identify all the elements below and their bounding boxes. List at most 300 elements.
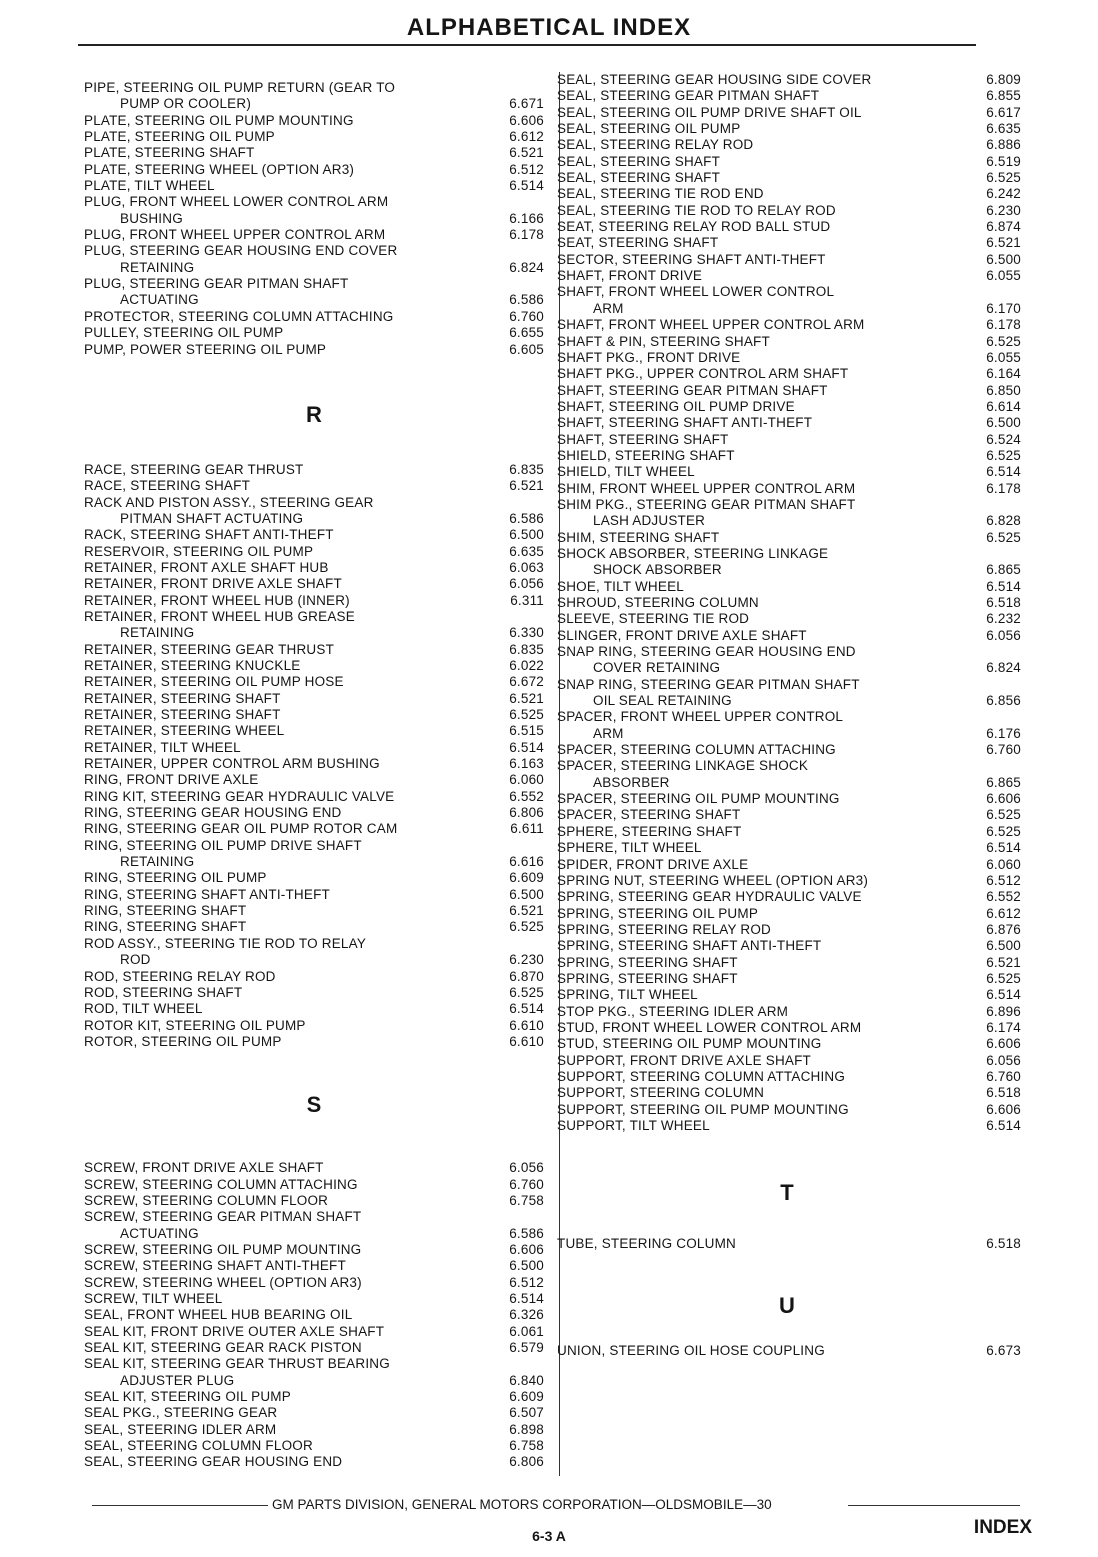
index-entry [84, 756, 544, 772]
entry-page-ref: 6.552 [986, 889, 1021, 905]
entry-continuation: PITMAN SHAFT ACTUATING [120, 510, 304, 526]
entry-page-ref: 6.760 [509, 308, 544, 324]
entry-text [84, 194, 454, 227]
entry-text [557, 415, 941, 431]
index-entry [557, 399, 1021, 415]
index-entry [557, 464, 1021, 480]
entry-text [84, 691, 454, 707]
index-entry [557, 1053, 1021, 1069]
entry-text [84, 576, 454, 592]
entry-text [557, 987, 941, 1003]
entry-label: PLATE, TILT WHEEL [84, 178, 215, 194]
entry-page-ref: 6.055 [986, 268, 1021, 284]
entry-page-ref: 6.512 [509, 161, 544, 177]
entry-label: RING, STEERING OIL PUMP DRIVE SHAFT [84, 837, 362, 853]
entry-text [557, 350, 941, 366]
entry-continuation: COVER RETAINING [593, 660, 721, 676]
entry-label: RACK AND PISTON ASSY., STEERING GEAR [84, 494, 374, 510]
entry-page-ref: 6.056 [986, 1052, 1021, 1068]
entry-text [84, 1340, 454, 1356]
entry-text [84, 1422, 454, 1438]
entry-label: SHIELD, STEERING SHAFT [557, 447, 735, 463]
index-entry [84, 576, 544, 592]
entry-page-ref: 6.512 [509, 1274, 544, 1290]
entry-label: RETAINER, STEERING SHAFT [84, 690, 281, 706]
entry-label: SUPPORT, STEERING COLUMN ATTACHING [557, 1068, 846, 1084]
entry-label: SCREW, FRONT DRIVE AXLE SHAFT [84, 1160, 324, 1176]
entry-page-ref: 6.850 [986, 382, 1021, 398]
entry-text [557, 235, 941, 251]
entry-label: RETAINER, STEERING GEAR THRUST [84, 641, 335, 657]
entry-label: SHROUD, STEERING COLUMN [557, 595, 759, 610]
entry-page-ref: 6.514 [986, 464, 1021, 480]
entry-page-ref: 6.514 [509, 178, 544, 194]
entry-label: SECTOR, STEERING SHAFT ANTI-THEFT [557, 251, 826, 267]
entry-page-ref: 6.605 [509, 341, 544, 357]
entry-page-ref: 6.876 [986, 921, 1021, 937]
entry-label: STOP PKG., STEERING IDLER ARM [557, 1003, 789, 1019]
entry-label: SEAL, STEERING SHAFT [557, 153, 721, 169]
entry-page-ref: 6.521 [509, 478, 544, 494]
entry-label: SHAFT, STEERING SHAFT ANTI-THEFT [557, 415, 813, 431]
entry-text [84, 969, 454, 985]
entry-label: ROTOR KIT, STEERING OIL PUMP [84, 1017, 306, 1033]
entry-label: UNION, STEERING OIL HOSE COUPLING [557, 1342, 825, 1358]
index-entry [557, 709, 1021, 742]
entry-page-ref: 6.896 [986, 1003, 1021, 1019]
entry-page-ref: 6.865 [986, 562, 1021, 578]
index-entry [557, 415, 1021, 431]
entry-text [557, 758, 941, 791]
entry-text [557, 186, 941, 202]
entry-text [557, 383, 941, 399]
entry-page-ref: 6.518 [986, 595, 1021, 610]
index-entry [84, 1193, 544, 1209]
index-entry [84, 674, 544, 690]
entry-label: SHAFT, STEERING OIL PUMP DRIVE [557, 398, 795, 414]
entry-label: RETAINER, STEERING SHAFT [84, 707, 281, 722]
entry-page-ref: 6.178 [509, 227, 544, 243]
entry-text [84, 1209, 454, 1242]
entry-label: SEAL, STEERING RELAY ROD [557, 137, 754, 153]
entry-page-ref: 6.326 [509, 1307, 544, 1323]
index-entry [557, 955, 1021, 971]
entry-page-ref: 6.178 [986, 480, 1021, 496]
index-entry [557, 1236, 1021, 1252]
entry-text [84, 113, 454, 129]
index-column-right [557, 72, 1021, 1359]
entry-page-ref: 6.886 [986, 137, 1021, 153]
entry-text [557, 203, 941, 219]
entry-page-ref: 6.806 [509, 1454, 544, 1470]
entry-continuation: ABSORBER [593, 774, 670, 790]
index-entry [84, 642, 544, 658]
entry-page-ref: 6.606 [509, 112, 544, 128]
index-entry [84, 1438, 544, 1454]
entry-label: RING, STEERING SHAFT ANTI-THEFT [84, 886, 330, 902]
section-spacer [84, 432, 544, 462]
entry-text [557, 154, 941, 170]
entry-text [84, 936, 454, 969]
entry-text [84, 560, 454, 576]
index-entry [84, 870, 544, 886]
entry-text [84, 1258, 454, 1274]
index-entry [84, 1356, 544, 1389]
entry-text [557, 72, 941, 88]
entry-continuation: PUMP OR COOLER) [120, 96, 252, 112]
index-entry [84, 887, 544, 903]
section-spacer [557, 1253, 1021, 1289]
index-entry [84, 1454, 544, 1470]
index-entry [84, 1389, 544, 1405]
entry-page-ref: 6.500 [509, 527, 544, 543]
entry-text [84, 821, 454, 837]
entry-text [557, 938, 941, 954]
entry-label: SHIM, FRONT WHEEL UPPER CONTROL ARM [557, 480, 856, 496]
entry-page-ref: 6.063 [509, 559, 544, 575]
section-letter: R [306, 401, 322, 427]
entry-label: RACE, STEERING SHAFT [84, 478, 251, 494]
entry-page-ref: 6.610 [509, 1017, 544, 1033]
entry-label: RING, STEERING GEAR OIL PUMP ROTOR CAM [84, 821, 398, 837]
entry-label: SPRING, STEERING RELAY ROD [557, 921, 771, 937]
index-entry [84, 129, 544, 145]
index-entry [84, 1018, 544, 1034]
entry-text [84, 1356, 454, 1389]
index-entry [557, 611, 1021, 627]
entry-text [557, 1004, 941, 1020]
entry-page-ref: 6.865 [986, 774, 1021, 790]
entry-continuation: RETAINING [120, 854, 195, 870]
entry-page-ref: 6.606 [986, 1101, 1021, 1117]
entry-page-ref: 6.552 [509, 788, 544, 804]
entry-label: SPRING, STEERING GEAR HYDRAULIC VALVE [557, 889, 862, 905]
index-entry [557, 677, 1021, 710]
entry-page-ref: 6.521 [986, 954, 1021, 970]
entry-label: SHAFT, STEERING GEAR PITMAN SHAFT [557, 382, 828, 398]
entry-page-ref: 6.514 [509, 739, 544, 755]
entry-label: SHIM PKG., STEERING GEAR PITMAN SHAFT [557, 496, 856, 512]
index-entry [84, 1307, 544, 1323]
entry-label: SPRING NUT, STEERING WHEEL (OPTION AR3) [557, 872, 869, 888]
entry-page-ref: 6.606 [986, 1036, 1021, 1052]
entry-text [84, 772, 454, 788]
index-entry [557, 1004, 1021, 1020]
entry-label: SPACER, STEERING SHAFT [557, 807, 741, 823]
entry-page-ref: 6.174 [986, 1019, 1021, 1035]
entry-continuation: ADJUSTER PLUG [120, 1372, 235, 1388]
entry-text [557, 742, 941, 758]
entry-page-ref: 6.514 [986, 987, 1021, 1003]
entry-label: SPACER, STEERING COLUMN ATTACHING [557, 742, 836, 758]
entry-label: SEAL KIT, STEERING OIL PUMP [84, 1389, 291, 1405]
entry-text [84, 609, 454, 642]
index-entry [84, 691, 544, 707]
entry-label: SEAT, STEERING SHAFT [557, 235, 719, 251]
entry-text [84, 243, 454, 276]
entry-text [84, 1291, 454, 1307]
index-entry [84, 462, 544, 478]
index-entry [84, 919, 544, 935]
entry-page-ref: 6.512 [986, 872, 1021, 888]
index-entry [84, 1275, 544, 1291]
entry-text [557, 1020, 941, 1036]
page-title: ALPHABETICAL INDEX [406, 14, 692, 41]
index-entry [557, 203, 1021, 219]
entry-label: SEAL, STEERING TIE ROD TO RELAY ROD [557, 202, 836, 218]
entry-continuation: RETAINING [120, 259, 195, 275]
entry-page-ref: 6.856 [986, 693, 1021, 709]
entry-page-ref: 6.507 [509, 1405, 544, 1421]
entry-label: SNAP RING, STEERING GEAR HOUSING END [557, 644, 856, 660]
entry-label: SEAL, STEERING IDLER ARM [84, 1421, 277, 1437]
entry-text [84, 985, 454, 1001]
section-spacer [84, 1122, 544, 1160]
entry-text [84, 887, 454, 903]
entry-text [557, 889, 941, 905]
entry-label: PLUG, FRONT WHEEL UPPER CONTROL ARM [84, 227, 386, 243]
entry-label: RING, STEERING SHAFT [84, 903, 247, 919]
index-entry [557, 1102, 1021, 1118]
entry-label: SEAL KIT, STEERING GEAR RACK PISTON [84, 1340, 362, 1355]
index-entry [557, 579, 1021, 595]
entry-continuation: ACTUATING [120, 292, 199, 308]
index-entry [84, 342, 544, 358]
entry-label: SPHERE, STEERING SHAFT [557, 823, 742, 839]
entry-label: SEAL, STEERING TIE ROD END [557, 186, 764, 202]
entry-text [557, 284, 941, 317]
entry-page-ref: 6.060 [986, 856, 1021, 872]
entry-page-ref: 6.500 [986, 251, 1021, 267]
entry-page-ref: 6.242 [986, 186, 1021, 202]
entry-text [84, 658, 454, 674]
entry-page-ref: 6.525 [986, 333, 1021, 349]
entry-text [557, 105, 941, 121]
entry-page-ref: 6.500 [986, 415, 1021, 431]
entry-text [84, 145, 454, 161]
entry-page-ref: 6.514 [986, 840, 1021, 856]
entry-text [84, 903, 454, 919]
entry-text [557, 121, 941, 137]
entry-label: RETAINER, FRONT AXLE SHAFT HUB [84, 559, 329, 575]
index-entry [84, 276, 544, 309]
entry-page-ref: 6.835 [509, 461, 544, 477]
index-entry [84, 325, 544, 341]
index-entry [84, 805, 544, 821]
entry-label: SHIELD, TILT WHEEL [557, 464, 695, 480]
index-entry [557, 595, 1021, 611]
entry-page-ref: 6.828 [986, 513, 1021, 529]
entry-page-ref: 6.579 [509, 1340, 544, 1355]
entry-page-ref: 6.524 [986, 431, 1021, 447]
footer-rule-left [92, 1505, 268, 1506]
entry-label: SPRING, STEERING OIL PUMP [557, 905, 759, 921]
index-entry [557, 88, 1021, 104]
entry-page-ref: 6.824 [509, 259, 544, 275]
index-entry [557, 350, 1021, 366]
index-entry [557, 1085, 1021, 1101]
index-entry [557, 546, 1021, 579]
entry-page-ref: 6.525 [986, 529, 1021, 545]
entry-label: SHAFT, FRONT WHEEL LOWER CONTROL [557, 284, 835, 300]
entry-text [84, 162, 454, 178]
entry-text [84, 309, 454, 325]
index-entry [557, 1118, 1021, 1134]
index-entry [84, 969, 544, 985]
entry-continuation: SHOCK ABSORBER [593, 562, 722, 578]
entry-label: SPRING, TILT WHEEL [557, 987, 698, 1003]
entry-page-ref: 6.612 [509, 129, 544, 145]
index-entry [557, 448, 1021, 464]
entry-text [84, 593, 454, 609]
entry-text [557, 481, 941, 497]
index-entry [84, 1209, 544, 1242]
index-entry [557, 121, 1021, 137]
entry-page-ref: 6.835 [509, 641, 544, 657]
entry-label: PIPE, STEERING OIL PUMP RETURN (GEAR TO [84, 80, 396, 95]
entry-label: SPRING, STEERING SHAFT [557, 970, 738, 986]
title-rule [78, 44, 976, 46]
entry-text [557, 546, 941, 579]
entry-label: SUPPORT, STEERING COLUMN [557, 1085, 765, 1101]
entry-page-ref: 6.163 [509, 756, 544, 772]
entry-text [557, 366, 941, 382]
entry-page-ref: 6.586 [509, 1225, 544, 1241]
entry-label: SLEEVE, STEERING TIE ROD [557, 611, 750, 627]
index-entry [84, 1160, 544, 1176]
entry-page-ref: 6.758 [509, 1438, 544, 1454]
entry-label: PLATE, STEERING SHAFT [84, 145, 255, 161]
index-entry [84, 560, 544, 576]
entry-text [557, 1036, 941, 1052]
entry-text [84, 462, 454, 478]
entry-page-ref: 6.518 [986, 1085, 1021, 1101]
index-entry [557, 252, 1021, 268]
entry-page-ref: 6.874 [986, 219, 1021, 235]
entry-continuation: OIL SEAL RETAINING [593, 693, 732, 709]
entry-page-ref: 6.612 [986, 905, 1021, 921]
index-entry [557, 840, 1021, 856]
entry-label: SEAT, STEERING RELAY ROD BALL STUD [557, 219, 831, 235]
index-entry [557, 824, 1021, 840]
index-entry [84, 821, 544, 837]
index-entry [557, 873, 1021, 889]
entry-page-ref: 6.178 [986, 317, 1021, 333]
index-entry [84, 740, 544, 756]
entry-label: SHAFT, FRONT WHEEL UPPER CONTROL ARM [557, 317, 865, 333]
index-entry [557, 186, 1021, 202]
index-entry [557, 284, 1021, 317]
entry-page-ref: 6.870 [509, 968, 544, 984]
entry-text [84, 642, 454, 658]
section-spacer [557, 1134, 1021, 1176]
index-entry [557, 807, 1021, 823]
entry-label: PLUG, FRONT WHEEL LOWER CONTROL ARM [84, 194, 389, 210]
entry-text [84, 870, 454, 886]
entry-page-ref: 6.164 [986, 366, 1021, 382]
entry-label: SUPPORT, TILT WHEEL [557, 1118, 710, 1133]
entry-page-ref: 6.170 [986, 300, 1021, 316]
entry-label: RACK, STEERING SHAFT ANTI-THEFT [84, 527, 334, 543]
entry-text [84, 1307, 454, 1323]
entry-text [84, 707, 454, 723]
index-entry [84, 1340, 544, 1356]
entry-text [84, 227, 454, 243]
entry-page-ref: 6.655 [509, 325, 544, 341]
entry-page-ref: 6.055 [986, 349, 1021, 365]
entry-text [84, 1405, 454, 1421]
entry-text [557, 317, 941, 333]
entry-page-ref: 6.586 [509, 510, 544, 526]
entry-text [557, 579, 941, 595]
entry-page-ref: 6.617 [986, 104, 1021, 120]
index-entry [84, 145, 544, 161]
entry-text [557, 334, 941, 350]
entry-text [84, 1324, 454, 1340]
section-letter: S [306, 1092, 322, 1118]
index-entry [557, 154, 1021, 170]
entry-page-ref: 6.525 [986, 807, 1021, 823]
entry-page-ref: 6.311 [510, 592, 544, 608]
index-entry [557, 497, 1021, 530]
index-entry [84, 903, 544, 919]
entry-label: SEAL, STEERING GEAR HOUSING SIDE COVER [557, 72, 872, 87]
index-entry [84, 309, 544, 325]
entry-text [557, 170, 941, 186]
index-entry [84, 1258, 544, 1274]
entry-text [84, 919, 454, 935]
entry-text [557, 464, 941, 480]
entry-page-ref: 6.586 [509, 292, 544, 308]
section-letter: T [780, 1180, 794, 1206]
index-entry [557, 137, 1021, 153]
entry-text [84, 178, 454, 194]
entry-label: PUMP, POWER STEERING OIL PUMP [84, 341, 327, 357]
entry-text [84, 80, 454, 113]
entry-label: SEAL, FRONT WHEEL HUB BEARING OIL [84, 1307, 353, 1323]
entry-label: SCREW, STEERING OIL PUMP MOUNTING [84, 1241, 362, 1257]
entry-text [557, 791, 941, 807]
entry-continuation: LASH ADJUSTER [593, 513, 706, 529]
index-entry [84, 838, 544, 871]
entry-text [557, 595, 941, 611]
index-entry [84, 178, 544, 194]
entry-label: PROTECTOR, STEERING COLUMN ATTACHING [84, 308, 394, 324]
index-entry [84, 1177, 544, 1193]
entry-label: SPHERE, TILT WHEEL [557, 840, 702, 856]
index-entry [557, 219, 1021, 235]
entry-label: SHAFT PKG., UPPER CONTROL ARM SHAFT [557, 366, 849, 382]
entry-label: SPRING, STEERING SHAFT ANTI-THEFT [557, 938, 822, 954]
footer-rule-right [848, 1505, 1020, 1506]
entry-page-ref: 6.840 [509, 1372, 544, 1388]
entry-label: SCREW, STEERING SHAFT ANTI-THEFT [84, 1258, 346, 1274]
entry-text [557, 1118, 941, 1134]
entry-label: SEAL, STEERING GEAR PITMAN SHAFT [557, 88, 820, 104]
index-entry [84, 1405, 544, 1421]
index-entry [557, 889, 1021, 905]
entry-text [84, 276, 454, 309]
entry-text [84, 1275, 454, 1291]
entry-page-ref: 6.514 [986, 578, 1021, 594]
index-entry [557, 383, 1021, 399]
entry-label: SUPPORT, STEERING OIL PUMP MOUNTING [557, 1101, 849, 1117]
entry-page-ref: 6.525 [986, 447, 1021, 463]
index-entry [557, 530, 1021, 546]
entry-label: RETAINER, STEERING WHEEL [84, 723, 285, 739]
index-entry [84, 658, 544, 674]
entry-text [557, 497, 941, 530]
